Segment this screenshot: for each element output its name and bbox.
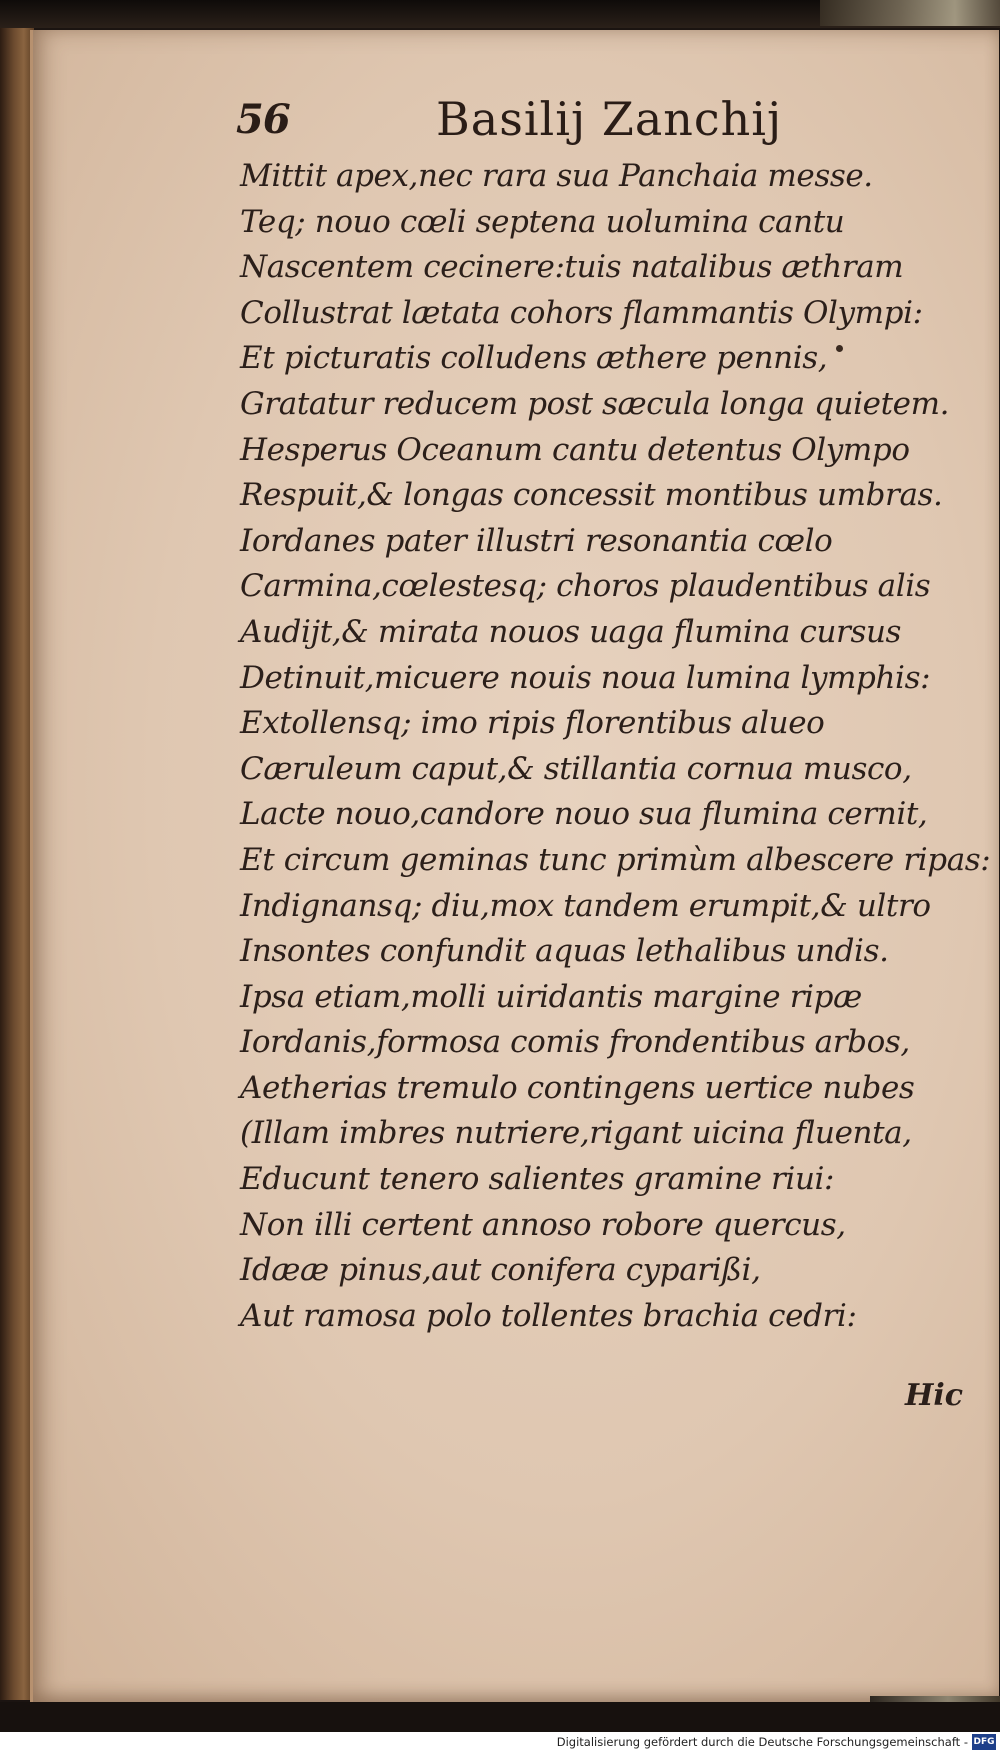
funding-credit: Digitalisierung gefördert durch die Deutsche Forschungsgemeinschaft -	[556, 1735, 968, 1749]
verse-line: Cæruleum caput,& stillantia cornua musco,	[240, 750, 912, 787]
verse-line: Et circum geminas tunc primùm albescere ripas:	[240, 841, 991, 878]
verse-line: Insontes confundit aquas lethalibus undis.	[240, 933, 889, 970]
running-head: Basilij Zanchij	[436, 92, 783, 146]
verse-line: Et picturatis colludens æthere pennis,	[240, 340, 828, 377]
verse-text	[240, 154, 991, 1339]
verse-line: Carmina,cœlestesq; choros plaudentibus alis	[240, 568, 931, 605]
verse-line: Non illi certent annoso robore quercus,	[240, 1206, 846, 1243]
verse-line: Idææ pinus,aut conifera cyparißi,	[240, 1252, 761, 1289]
verse-line: Teq; nouo cœli septena uolumina cantu	[240, 203, 845, 240]
verse-line: Iordanis,formosa comis frondentibus arbos,	[240, 1024, 910, 1061]
digitization-footer	[0, 1732, 1000, 1753]
verse-line: Collustrat lætata cohors flammantis Olympi:	[240, 294, 923, 331]
verse-line: Detinuit,micuere nouis noua lumina lymphis:	[240, 659, 931, 696]
verse-line: Lacte nouo,candore nouo sua flumina cernit,	[240, 796, 928, 833]
page-header	[236, 92, 796, 152]
verse-line: Ipsa etiam,molli uiridantis margine ripæ	[240, 978, 862, 1015]
verse-line: Aetherias tremulo contingens uertice nubes	[240, 1069, 915, 1106]
verse-line: Mittit apex,nec rara sua Panchaia messe.	[240, 158, 873, 194]
book-spine	[0, 28, 34, 1700]
verse-line: Indignansq; diu,mox tandem erumpit,& ultro	[240, 887, 931, 924]
verse-line: (Illam imbres nutriere,rigant uicina fluenta,	[240, 1115, 912, 1152]
verse-line: Extollensq; imo ripis florentibus alueo	[240, 705, 825, 742]
verse-line: Hesperus Oceanum cantu detentus Olympo	[240, 431, 910, 468]
verse-line: Nascentem cecinere:tuis natalibus æthram	[240, 249, 904, 286]
dfg-logo: DFG	[972, 1734, 996, 1750]
verse-line: Iordanes pater illustri resonantia cœlo	[240, 522, 833, 559]
page-marker-ribbon-top	[820, 0, 1000, 26]
catchword: Hic	[905, 1378, 964, 1413]
verse-line: Gratatur reducem post sæcula longa quietem.	[240, 385, 950, 422]
page-number: 56	[236, 96, 290, 143]
scan-bottom-border	[0, 1702, 1000, 1732]
ink-speck	[836, 345, 843, 352]
verse-line: Educunt tenero salientes gramine riui:	[240, 1161, 835, 1198]
verse-line: Respuit,& longas concessit montibus umbras.	[240, 477, 943, 514]
verse-line: Aut ramosa polo tollentes brachia cedri:	[240, 1297, 857, 1334]
verse-line: Audijt,& mirata nouos uaga flumina cursus	[240, 613, 902, 650]
